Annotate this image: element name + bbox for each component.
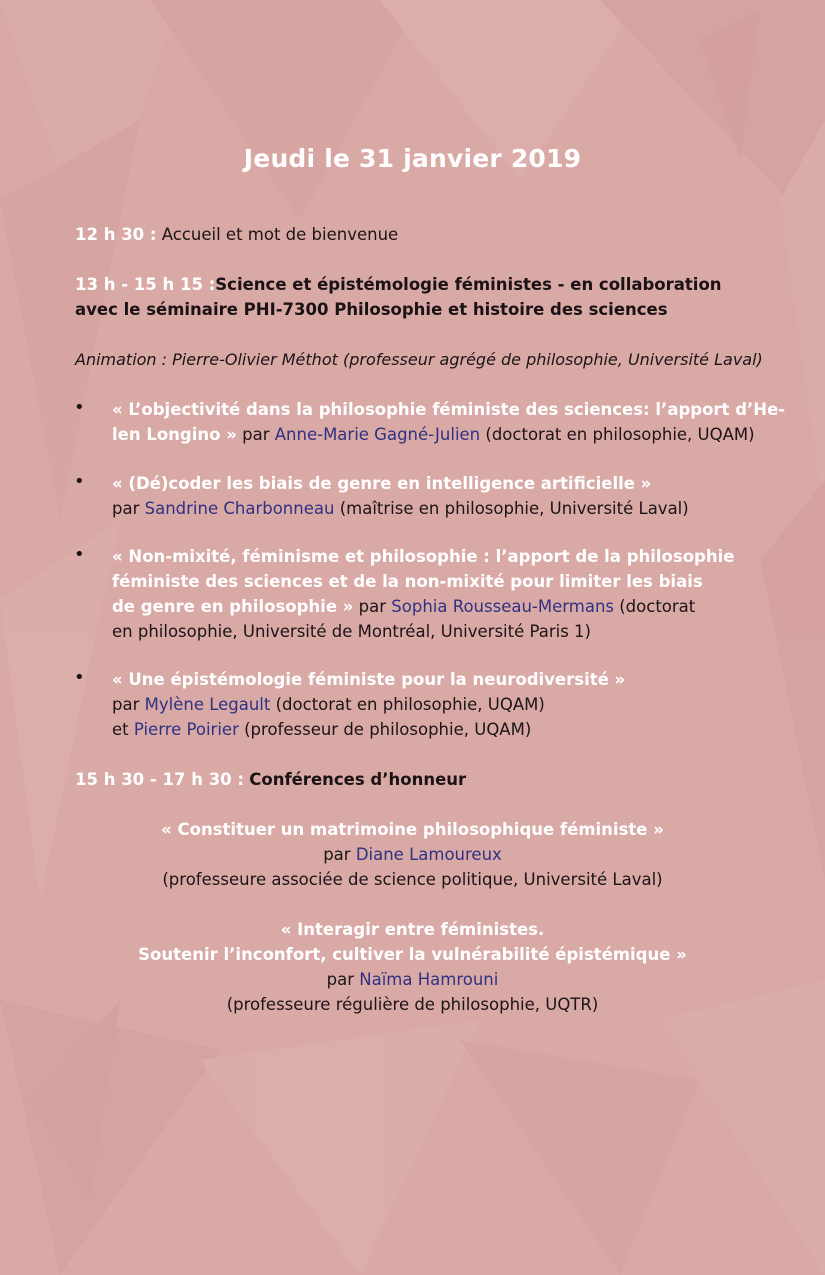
par-label: par <box>358 597 387 616</box>
time-label: 13 h - 15 h 15 : <box>75 275 216 294</box>
talk-title: « L’objectivité dans la philosophie féministe des sciences: l’apport d’He- <box>112 400 786 419</box>
speaker-affiliation: (maîtrise en philosophie, Université Laval) <box>339 499 689 518</box>
speaker-name: Naïma Hamrouni <box>359 970 499 989</box>
session-title-cont: avec le séminaire PHI-7300 Philosophie et histoire des sciences <box>75 300 668 319</box>
conference-2-speaker-line <box>0 967 825 992</box>
talk-3-line2 <box>112 569 703 594</box>
talk-title-cont: de genre en philosophie » <box>112 597 354 616</box>
speaker-name: Sandrine Charbonneau <box>144 499 335 518</box>
schedule-item-session-line2 <box>75 297 668 322</box>
bullet-icon: • <box>74 667 85 688</box>
talk-1-line1 <box>112 397 785 422</box>
time-label: 12 h 30 : <box>75 225 157 244</box>
schedule-item-welcome <box>75 222 398 247</box>
talk-1-line2 <box>112 422 755 447</box>
conference-2-title-line2: Soutenir l’inconfort, cultiver la vulnérabilité épistémique » <box>138 945 687 964</box>
talk-title-cont: féministe des sciences et de la non-mixité pour limiter les biais <box>112 572 703 591</box>
schedule-item-session-line1 <box>75 272 722 297</box>
speaker-affiliation: (doctorat en philosophie, UQAM) <box>485 425 755 444</box>
bullet-icon: • <box>74 471 85 492</box>
talk-title-cont: len Longino » <box>112 425 237 444</box>
speaker-name: Pierre Poirier <box>133 720 239 739</box>
talk-3-line1 <box>112 544 734 569</box>
conference-1-title: « Constituer un matrimoine philosophique féministe » <box>161 820 664 839</box>
speaker-affiliation-cont: en philosophie, Université de Montréal, Université Paris 1) <box>112 622 591 641</box>
animation-line: Animation : Pierre-Olivier Méthot (professeur agrégé de philosophie, Université Laval) <box>75 350 763 369</box>
par-label: par <box>323 845 351 864</box>
session-title: Science et épistémologie féministes - en collaboration <box>215 275 722 294</box>
speaker-name: Diane Lamoureux <box>355 845 502 864</box>
speaker-name: Anne-Marie Gagné-Julien <box>274 425 481 444</box>
talk-4-line3 <box>112 717 531 742</box>
conference-1-speaker-line <box>0 842 825 867</box>
bullet-icon: • <box>74 397 85 418</box>
par-label: par <box>112 499 140 518</box>
conference-2-title-line1: « Interagir entre féministes. <box>280 920 545 939</box>
talk-title: « Une épistémologie féministe pour la neurodiversité » <box>112 670 626 689</box>
speaker-affiliation: (doctorat <box>619 597 696 616</box>
talk-3-line4 <box>112 619 591 644</box>
talk-2-line1 <box>112 471 651 496</box>
talk-4-line1 <box>112 667 625 692</box>
speaker-name: Sophia Rousseau-Mermans <box>391 597 614 616</box>
speaker-name: Mylène Legault <box>144 695 271 714</box>
session-title: Conférences d’honneur <box>249 770 467 789</box>
par-label: par <box>242 425 270 444</box>
conference-1-affiliation: (professeure associée de science politique, Université Laval) <box>162 870 663 889</box>
et-label: et <box>112 720 129 739</box>
speaker-affiliation: (professeur de philosophie, UQAM) <box>244 720 532 739</box>
par-label: par <box>326 970 355 989</box>
page-title: Jeudi le 31 janvier 2019 <box>243 144 582 173</box>
time-label: 15 h 30 - 17 h 30 : <box>75 770 244 789</box>
talk-title: « Non-mixité, féminisme et philosophie : l’apport de la philosophie <box>112 547 735 566</box>
bullet-icon: • <box>74 544 85 565</box>
talk-title: « (Dé)coder les biais de genre en intelligence artificielle » <box>112 474 652 493</box>
talk-4-line2 <box>112 692 545 717</box>
conference-2-affiliation: (professeure régulière de philosophie, UQTR) <box>226 995 599 1014</box>
talk-2-line2 <box>112 496 689 521</box>
schedule-item-honor <box>75 767 466 792</box>
talk-3-line3 <box>112 594 695 619</box>
speaker-affiliation: (doctorat en philosophie, UQAM) <box>275 695 545 714</box>
par-label: par <box>112 695 140 714</box>
item-text: Accueil et mot de bienvenue <box>161 225 399 244</box>
